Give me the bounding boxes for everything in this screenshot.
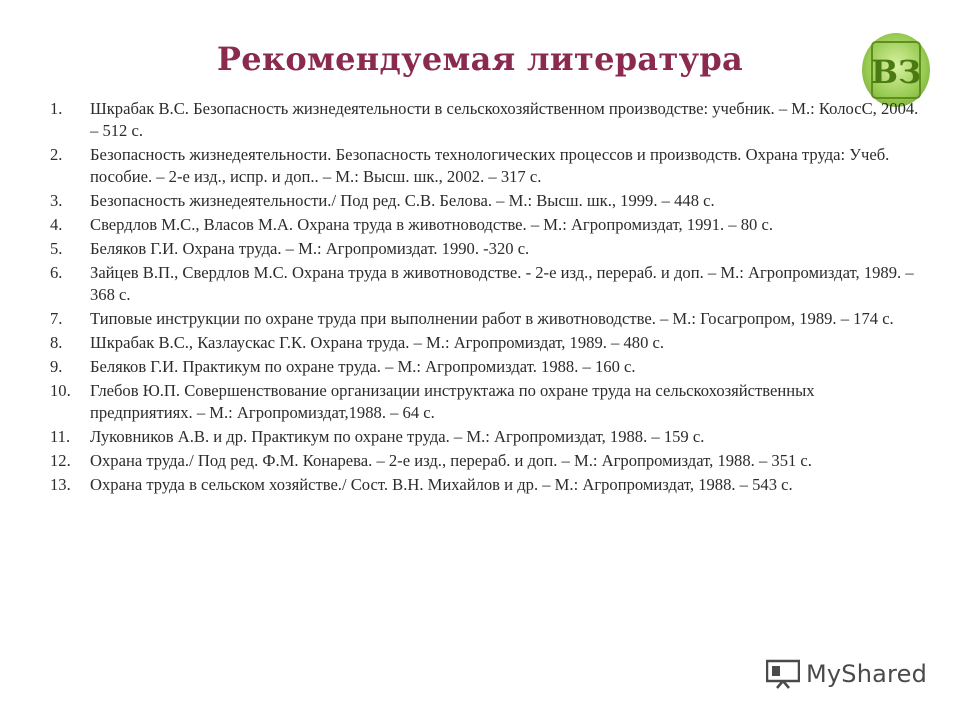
reference-number: 8. xyxy=(50,333,63,352)
reference-item xyxy=(50,332,920,354)
reference-number: 4. xyxy=(50,215,63,234)
reference-item xyxy=(50,356,920,378)
slideshow-icon xyxy=(766,659,800,689)
reference-item xyxy=(50,214,920,236)
reference-text: Луковников А.В. и др. Практикум по охране труда. – М.: Агропромиздат, 1988. – 159 с. xyxy=(90,427,705,446)
reference-text: Шкрабак В.С. Безопасность жизнедеятельности в сельскохозяйственном производстве: учебник. – М.: КолосС, 2004. – 512 с. xyxy=(90,99,919,140)
reference-list xyxy=(50,98,920,498)
watermark-brand: MyShared xyxy=(806,660,928,688)
reference-number: 1. xyxy=(50,99,63,118)
reference-number: 9. xyxy=(50,357,63,376)
reference-item xyxy=(50,308,920,330)
reference-item xyxy=(50,474,920,496)
svg-text:ВЗ: ВЗ xyxy=(870,53,922,91)
reference-number: 2. xyxy=(50,145,63,164)
reference-item xyxy=(50,98,920,142)
reference-number: 11. xyxy=(50,427,71,446)
reference-number: 5. xyxy=(50,239,63,258)
reference-item xyxy=(50,380,920,424)
myshared-watermark[interactable] xyxy=(766,656,927,692)
reference-text: Зайцев В.П., Свердлов М.С. Охрана труда в животноводстве. - 2-е изд., перераб. и доп. – М.: Агропромиздат, 1989. – 368 с. xyxy=(90,263,914,304)
reference-item xyxy=(50,450,920,472)
reference-text: Беляков Г.И. Практикум по охране труда. – М.: Агропромиздат. 1988. – 160 с. xyxy=(90,357,636,376)
reference-number: 6. xyxy=(50,263,63,282)
reference-number: 10. xyxy=(50,381,71,400)
page-title: Рекомендуемая литература xyxy=(216,40,744,78)
reference-item xyxy=(50,190,920,212)
reference-text: Безопасность жизнедеятельности./ Под ред. С.В. Белова. – М.: Высш. шк., 1999. – 448 с. xyxy=(90,191,715,210)
reference-text: Безопасность жизнедеятельности. Безопасность технологических процессов и производств. Охрана труда: Учеб. пособие. – 2-е изд., испр. и доп.. – М.: Высш. шк., 2002. – 317 с. xyxy=(90,145,890,186)
reference-item xyxy=(50,426,920,448)
reference-number: 7. xyxy=(50,309,63,328)
reference-text: Свердлов М.С., Власов М.А. Охрана труда в животноводстве. – М.: Агропромиздат, 1991. – 80 с. xyxy=(90,215,773,234)
reference-number: 3. xyxy=(50,191,63,210)
reference-text: Глебов Ю.П. Совершенствование организации инструктажа по охране труда на сельскохозяйственных предприятиях. – М.: Агропромиздат,1988. – 64 с. xyxy=(90,381,815,422)
reference-text: Беляков Г.И. Охрана труда. – М.: Агропромиздат. 1990. -320 с. xyxy=(90,239,530,258)
reference-item xyxy=(50,144,920,188)
reference-item xyxy=(50,238,920,260)
reference-text: Шкрабак В.С., Казлаускас Г.К. Охрана труда. – М.: Агропромиздат, 1989. – 480 с. xyxy=(90,333,665,352)
reference-number: 13. xyxy=(50,475,71,494)
reference-number: 12. xyxy=(50,451,71,470)
reference-text: Охрана труда в сельском хозяйстве./ Сост. В.Н. Михайлов и др. – М.: Агропромиздат, 1988. – 543 с. xyxy=(90,475,793,494)
reference-text: Охрана труда./ Под ред. Ф.М. Конарева. – 2-е изд., перераб. и доп. – М.: Агропромиздат, 1988. – 351 с. xyxy=(90,451,812,470)
reference-text: Типовые инструкции по охране труда при выполнении работ в животноводстве. – М.: Госагропром, 1989. – 174 с. xyxy=(90,309,894,328)
reference-item xyxy=(50,262,920,306)
